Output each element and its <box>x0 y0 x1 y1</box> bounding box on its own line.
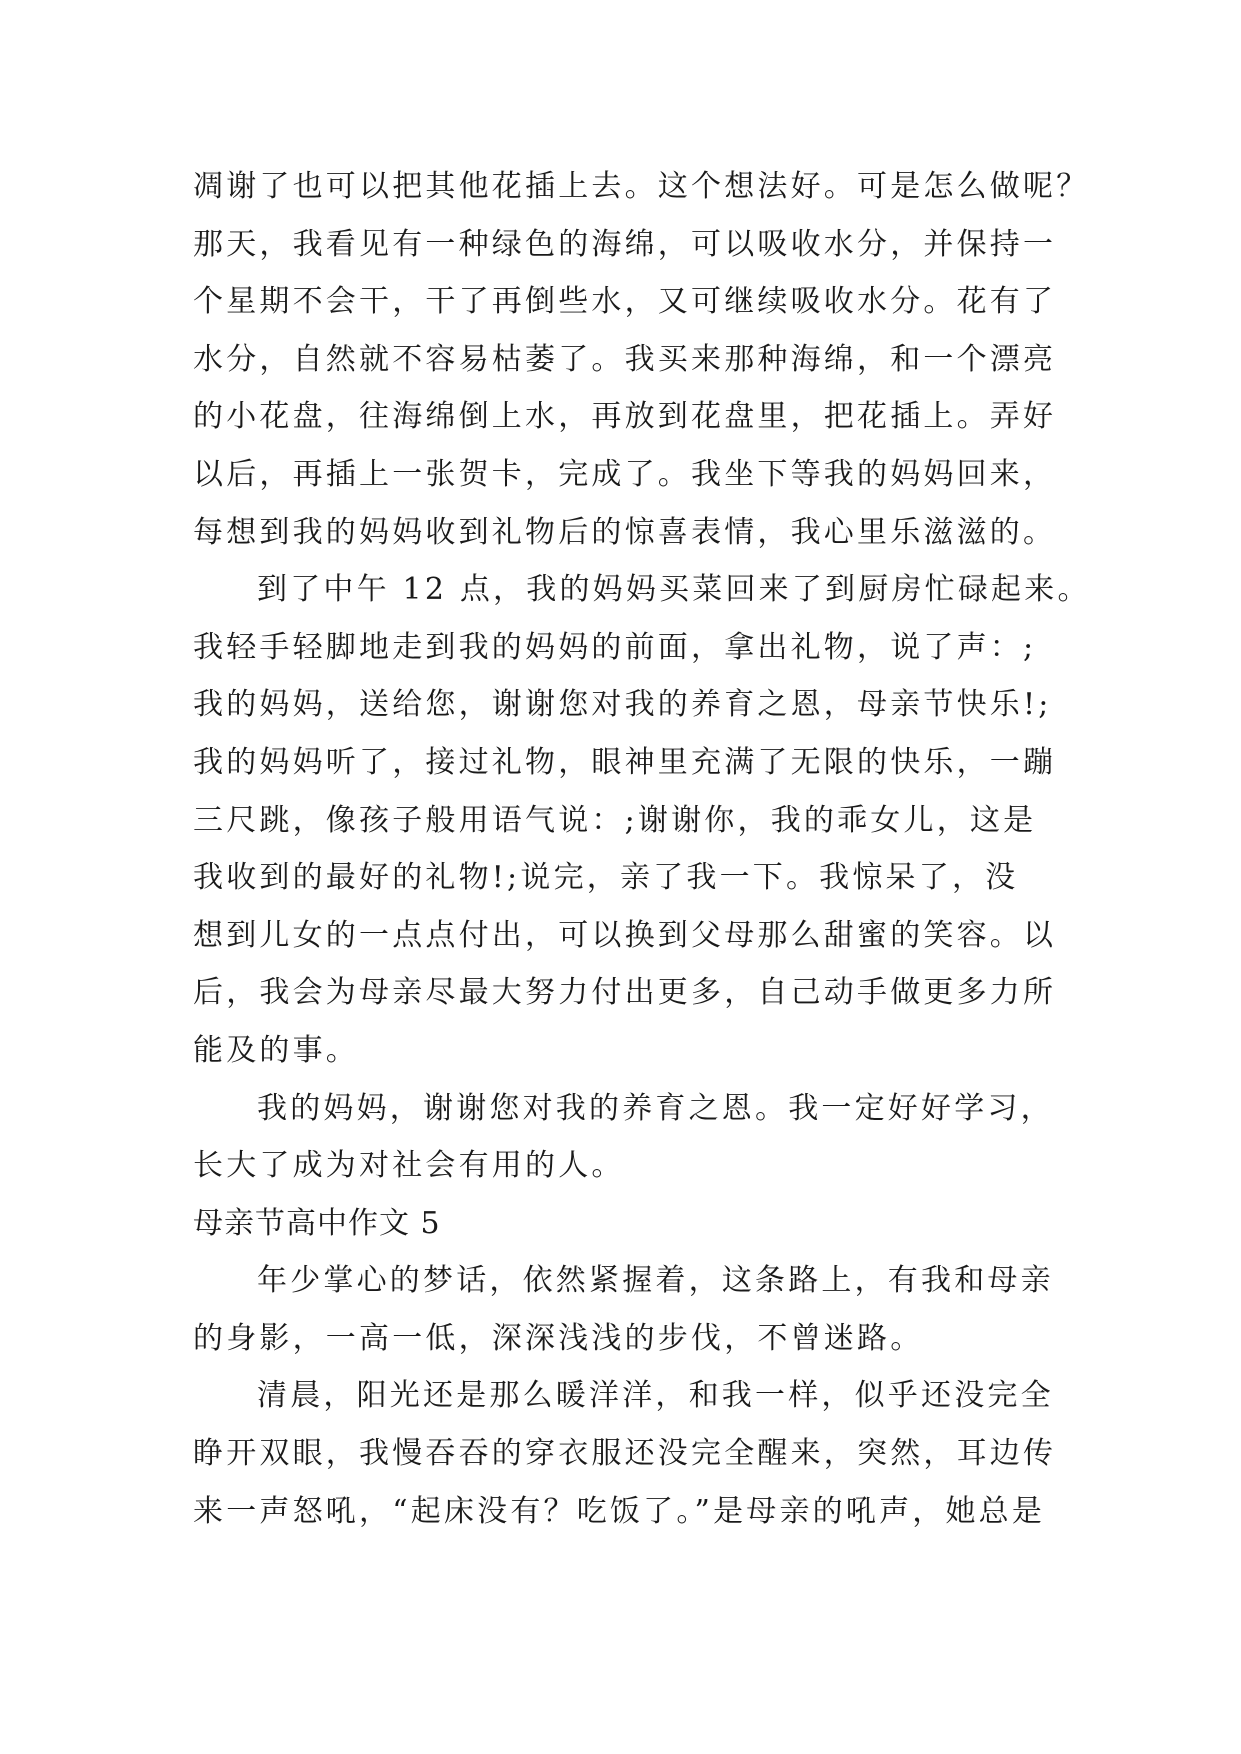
text-line: 清晨，阳光还是那么暖洋洋，和我一样，似乎还没完全 <box>257 1378 1054 1414</box>
text-line: 我收到的最好的礼物!;说完，亲了我一下。我惊呆了，没 <box>193 860 1019 896</box>
text-line: 想到儿女的一点点付出，可以换到父母那么甜蜜的笑容。以 <box>193 917 1057 953</box>
text-line: 后，我会为母亲尽最大努力付出更多，自己动手做更多力所 <box>193 975 1057 1011</box>
text-line: 凋谢了也可以把其他花插上去。这个想法好。可是怎么做呢？ <box>193 169 1090 204</box>
text-line: 能及的事。 <box>193 1032 359 1068</box>
text-line: 到了中午 12 点，我的妈妈买菜回来了到厨房忙碌起来。 <box>257 572 1091 608</box>
text-line: 我的妈妈，送给您，谢谢您对我的养育之恩，母亲节快乐!; <box>193 687 1052 723</box>
text-line: 三尺跳，像孩子般用语气说：;谢谢你，我的乖女儿，这是 <box>193 802 1037 838</box>
text-line: 的身影，一高一低，深深浅浅的步伐，不曾迷路。 <box>193 1320 924 1356</box>
text-line: 来一声怒吼，“起床没有？吃饭了。”是母亲的吼声，她总是 <box>193 1493 1046 1529</box>
text-line: 年少掌心的梦话，依然紧握着，这条路上，有我和母亲 <box>257 1263 1054 1299</box>
document-page <box>193 158 1091 1540</box>
text-line: 那天，我看见有一种绿色的海绵，可以吸收水分，并保持一 <box>193 226 1057 262</box>
text-line: 我的妈妈听了，接过礼物，眼神里充满了无限的快乐，一蹦 <box>193 744 1057 780</box>
text-line: 的小花盘，往海绵倒上水，再放到花盘里，把花插上。弄好 <box>193 399 1057 435</box>
paragraph-continued <box>193 158 1090 561</box>
text-line: 我轻手轻脚地走到我的妈妈的前面，拿出礼物，说了声：; <box>193 629 1037 665</box>
paragraph-noon <box>193 561 1091 1079</box>
text-line: 睁开双眼，我慢吞吞的穿衣服还没完全醒来，突然，耳边传 <box>193 1436 1057 1472</box>
text-line: 水分，自然就不容易枯萎了。我买来那种海绵，和一个漂亮 <box>193 341 1057 377</box>
paragraph-morning <box>193 1367 1073 1540</box>
text-line: 个星期不会干，干了再倒些水，又可继续吸收水分。花有了 <box>193 284 1057 320</box>
text-line: 以后，再插上一张贺卡，完成了。我坐下等我的妈妈回来， <box>193 456 1057 492</box>
text-line: 每想到我的妈妈收到礼物后的惊喜表情，我心里乐滋滋的。 <box>193 514 1057 550</box>
text-line: 我的妈妈，谢谢您对我的养育之恩。我一定好好学习， <box>257 1090 1054 1126</box>
paragraph-dream <box>193 1252 1073 1367</box>
section-title: 母亲节高中作文 5 <box>193 1205 441 1241</box>
text-line: 长大了成为对社会有用的人。 <box>193 1148 625 1184</box>
paragraph-thanks <box>193 1080 1073 1195</box>
